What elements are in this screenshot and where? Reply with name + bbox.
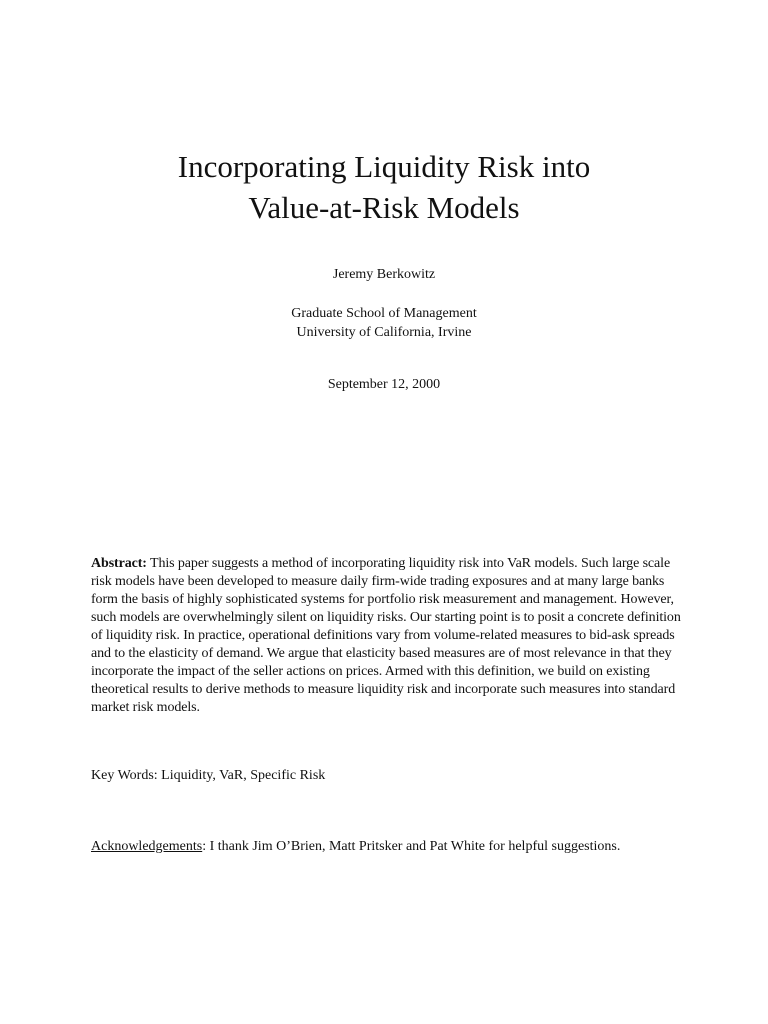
affiliation-line-2: University of California, Irvine (296, 325, 472, 340)
abstract-label: Abstract: (91, 556, 147, 571)
author-name: Jeremy Berkowitz (332, 267, 436, 282)
abstract-text: This paper suggests a method of incorporating liquidity risk into VaR models. Such large scale risk models have been developed to measure daily firm-wide trading exposures and at many large banks form the basis of highly sophisticated systems for portfolio risk measurement and management. However, such models are overwhelmingly silent on liquidity risks. Our starting point is to posit a concrete definition of liquidity risk. In practice, operational definitions vary from volume-related measures to bid-ask spreads and to the elasticity of demand. We argue that elasticity based measures are of most relevance in that they incorporate the impact of the seller actions on prices. Armed with this definition, we build on existing theoretical results to derive methods to measure liquidity risk and incorporate such measures into standard market risk models. (91, 556, 681, 715)
keywords: Key Words: Liquidity, VaR, Specific Risk (91, 768, 326, 783)
paper-date: September 12, 2000 (327, 377, 441, 392)
affiliation-line-1: Graduate School of Management (291, 306, 477, 321)
acknowledgements (91, 838, 620, 856)
title-line-2: Value-at-Risk Models (248, 190, 520, 225)
title-line-1: Incorporating Liquidity Risk into (177, 149, 591, 184)
acknowledgements-text: : I thank Jim O’Brien, Matt Pritsker and Pat White for helpful suggestions. (202, 839, 621, 854)
paper-title (0, 146, 768, 228)
abstract (91, 555, 687, 717)
acknowledgements-label: Acknowledgements (91, 839, 203, 854)
